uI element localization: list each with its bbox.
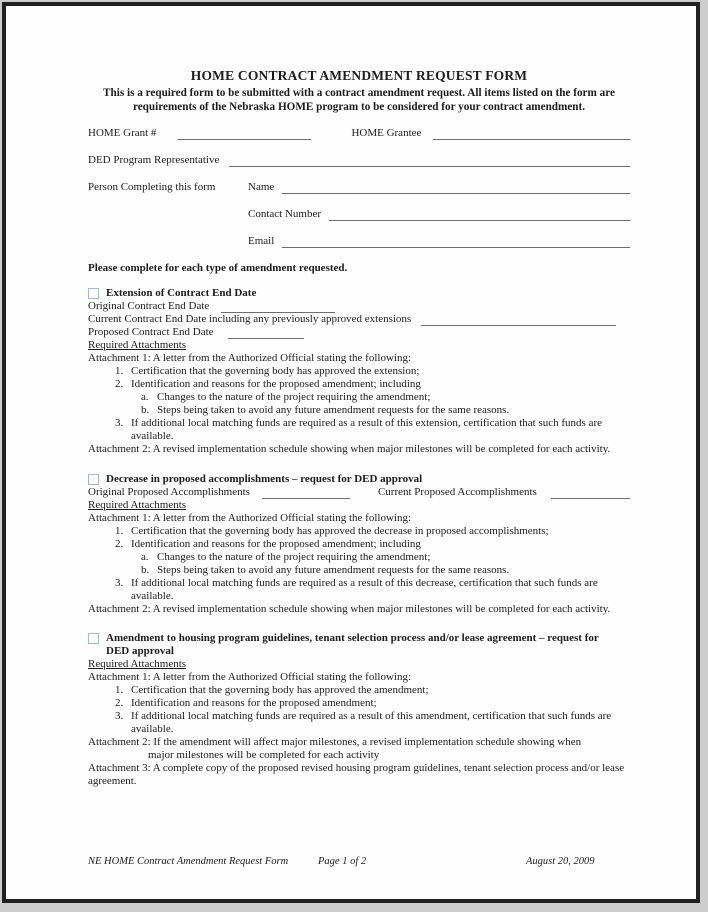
list-text: Identification and reasons for the proposed amendment; including [131,378,421,390]
list-letter: b. [141,404,150,416]
list-text: Changes to the nature of the project requiring the amendment; [157,391,431,403]
list-text: Certification that the governing body has approved the extension; [131,365,420,377]
original-end-date-row [88,300,630,313]
grant-row [88,127,630,140]
home-grant-input[interactable] [178,127,311,140]
list-number: 3. [115,417,124,429]
attachment1-intro: Attachment 1: A letter from the Authorized Official stating the following: [88,671,412,683]
ded-rep-row [88,154,630,167]
footer-page-number: Page 1 of 2 [318,856,367,867]
list-text: Certification that the governing body has approved the amendment; [131,684,429,696]
attachment1-intro: Attachment 1: A letter from the Authorized Official stating the following: [88,352,412,364]
list-item [115,697,630,710]
list-number: 1. [115,525,124,537]
page-title: HOME CONTRACT AMENDMENT REQUEST FORM [190,68,528,83]
original-accomplishments-input[interactable] [262,486,350,499]
home-grantee-label: HOME Grantee [351,127,422,139]
required-attachments-heading: Required Attachments [88,339,187,351]
attachment1-intro: Attachment 1: A letter from the Authorized Official stating the following: [88,512,412,524]
section-heading: Extension of Contract End Date [106,287,257,299]
form-subtitle-line1: This is a required form to be submitted with a contract amendment request. All items listed on the form are [103,87,615,99]
contact-number-input[interactable] [329,208,630,221]
list-subitem [141,404,630,417]
contact-number-row [248,208,630,221]
name-input[interactable] [282,181,630,194]
section-extension [88,287,630,456]
section-decrease [88,473,630,616]
original-end-date-label: Original Contract End Date [88,300,210,312]
list-number: 1. [115,684,124,696]
decrease-checkbox[interactable] [88,474,99,485]
required-attachments-heading: Required Attachments [88,658,187,670]
list-text: If additional local matching funds are required as a result of this extension, certification that such funds are available. [131,417,603,442]
list-subitem [141,564,630,577]
list-text: If additional local matching funds are required as a result of this amendment, certification that such funds are available. [131,710,612,735]
list-text: If additional local matching funds are required as a result of this decrease, certification that such funds are available. [131,577,598,602]
person-completing-block [88,181,630,248]
section-housing-guidelines [88,632,630,788]
list-text: Steps being taken to avoid any future amendment requests for the same reasons. [157,404,510,416]
name-label: Name [248,181,275,193]
list-text: Identification and reasons for the proposed amendment; including [131,538,421,550]
list-letter: a. [141,551,149,563]
current-end-date-row [88,313,630,326]
home-grantee-input[interactable] [433,127,630,140]
list-text: Steps being taken to avoid any future amendment requests for the same reasons. [157,564,510,576]
list-number: 1. [115,365,124,377]
list-item [115,525,630,538]
completion-instruction: Please complete for each type of amendment requested. [88,262,348,274]
section-heading-line1: Amendment to housing program guidelines, tenant selection process and/or lease agreement – request for [106,632,599,644]
section-heading-line2: DED approval [106,645,174,657]
email-input[interactable] [282,235,630,248]
attachment2-text: Attachment 2: A revised implementation schedule showing when major milestones will be completed for each activity. [88,443,611,455]
form-subtitle-line2: requirements of the Nebraska HOME program to be considered for your contract amendment. [132,100,586,113]
list-item [115,365,630,378]
attachment2-line2: major milestones will be completed for each activity [148,749,380,761]
attachment2-text: Attachment 2: A revised implementation schedule showing when major milestones will be completed for each activity. [88,603,611,615]
list-item [115,538,630,551]
list-letter: a. [141,391,149,403]
list-number: 2. [115,697,124,709]
list-text: Changes to the nature of the project requiring the amendment; [157,551,431,563]
list-subitem [141,391,630,404]
original-end-date-input[interactable] [221,300,335,313]
list-text: Certification that the governing body has approved the decrease in proposed accomplishments; [131,525,549,537]
list-item [115,684,630,697]
attachment2-line1: Attachment 2: If the amendment will affect major milestones, a revised implementation schedule showing when [88,736,582,748]
home-grant-label: HOME Grant # [88,127,157,139]
section-heading: Decrease in proposed accomplishments – request for DED approval [106,473,423,485]
ded-rep-input[interactable] [229,154,630,167]
list-item [115,577,630,603]
list-number: 2. [115,538,124,550]
person-completing-label: Person Completing this form [88,181,216,193]
email-row [248,235,630,248]
required-attachments-heading: Required Attachments [88,499,187,511]
extension-checkbox[interactable] [88,288,99,299]
contact-number-label: Contact Number [248,208,322,220]
original-accomplishments-label: Original Proposed Accomplishments [88,486,250,498]
list-letter: b. [141,564,150,576]
attachment3-text: Attachment 3: A complete copy of the proposed revised housing program guidelines, tenant selection process and/or lease agreement. [88,762,625,787]
list-item [115,378,630,391]
list-number: 3. [115,710,124,722]
list-number: 3. [115,577,124,589]
proposed-end-date-label: Proposed Contract End Date [88,326,214,338]
list-subitem [141,551,630,564]
list-item [115,710,630,736]
footer-date: August 20, 2009 [526,856,595,867]
current-accomplishments-input[interactable] [551,486,630,499]
list-item [115,417,630,443]
list-number: 2. [115,378,124,390]
current-end-date-label: Current Contract End Date including any previously approved extensions [88,313,412,325]
ded-rep-label: DED Program Representative [88,154,220,166]
accomplishments-row [88,486,630,499]
list-text: Identification and reasons for the proposed amendment; [131,697,377,709]
section-heading [106,632,599,658]
current-accomplishments-label: Current Proposed Accomplishments [377,486,537,498]
housing-guidelines-checkbox[interactable] [88,633,99,644]
document-page [2,2,700,903]
current-end-date-input[interactable] [421,313,616,326]
proposed-end-date-input[interactable] [228,326,304,339]
proposed-end-date-row [88,326,630,339]
name-row [248,181,630,194]
page-footer [88,855,636,869]
footer-form-name: NE HOME Contract Amendment Request Form [88,856,289,867]
email-label: Email [248,235,275,247]
